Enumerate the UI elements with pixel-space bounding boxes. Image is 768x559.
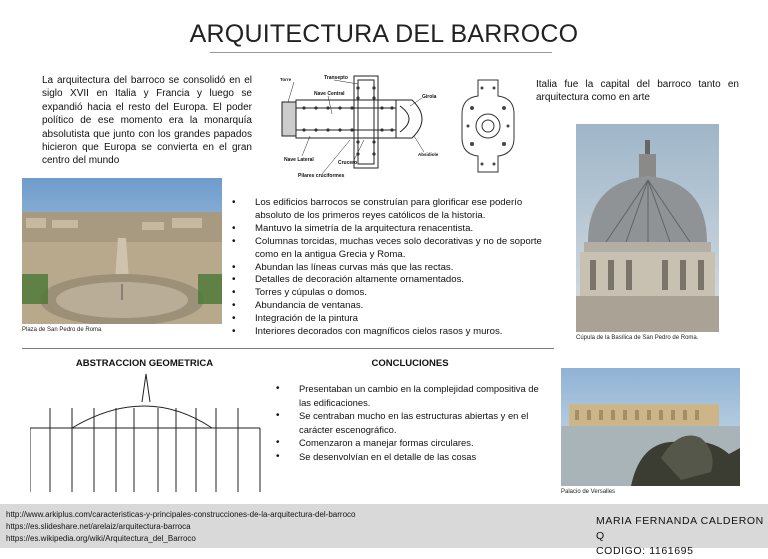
- plan-label-nave-central: Nave Central: [314, 91, 345, 97]
- page-title: ARQUITECTURA DEL BARROCO: [189, 20, 579, 48]
- feature-item: • Abundancia de ventanas.: [232, 300, 554, 313]
- palacio-versalles-image: [561, 368, 740, 486]
- feature-item: • Mantuvo la simetría de la arquitectura renacentista.: [232, 223, 554, 236]
- geometric-abstraction-drawing: [30, 370, 275, 492]
- conclusion-item: • Se desenvolvían en el detalle de las cosas: [276, 450, 544, 464]
- plan-label-nave-lateral: Nave Lateral: [284, 157, 314, 163]
- plan-label-girola: Girola: [422, 94, 437, 100]
- plan-label-absidiole: Absidiole: [418, 152, 439, 157]
- plan-label-crucero: Crucero: [338, 160, 358, 166]
- conclusion-item: • Comenzaron a manejar formas circulares.: [276, 436, 544, 450]
- conclusion-item: • Presentaban un cambio en la complejidad compositiva de las edificaciones.: [276, 382, 544, 409]
- cupula-san-pedro-image: [576, 124, 719, 332]
- cupula-caption: Cúpula de la Basílica de San Pedro de Roma.: [576, 335, 699, 341]
- feature-item: • Interiores decorados con magníficos cielos rasos y muros.: [232, 326, 554, 339]
- features-list: [232, 197, 554, 339]
- feature-item: • Los edificios barrocos se construían para glorificar ese poderío absoluto de los primeros reyes católicos de la historia.: [232, 197, 554, 223]
- versalles-caption: Palacio de Versalles: [561, 489, 616, 495]
- reference-link[interactable]: https://es.slideshare.net/arelaiz/arquitectura-barroca: [6, 522, 191, 531]
- conclusion-item: • Se centraban mucho en las estructuras abiertas y en el carácter escenográfico.: [276, 409, 544, 436]
- author-name: MARIA FERNANDA CALDERON Q: [596, 515, 764, 542]
- abstraccion-heading: ABSTRACCION GEOMETRICA: [75, 358, 214, 369]
- feature-item: • Integración de la pintura: [232, 313, 554, 326]
- floor-plan-diagram: [272, 70, 447, 180]
- plaza-san-pedro-image: [22, 178, 222, 324]
- section-divider: [22, 348, 554, 349]
- plan-label-pilares: Pilares cruciformes: [298, 173, 345, 179]
- side-note: Italia fue la capital del barroco tanto en arquitectura como en arte: [536, 79, 739, 104]
- plan-label-transepto: Transepto: [324, 75, 348, 81]
- conclusiones-heading: CONCLUCIONES: [371, 358, 449, 369]
- title-underline: [210, 52, 552, 53]
- conclusiones-list: [276, 382, 544, 464]
- reference-link[interactable]: http://www.arkiplus.com/caracteristicas-y-principales-construcciones-de-la-arquitectura-del-barroco: [6, 510, 356, 519]
- intro-paragraph: La arquitectura del barroco se consolidó en el siglo XVII en Italia y Francia y luego se expandió hacia el resto del Europa. El poder político de ese momento era la monarquía absolutista que junto con los grandes papados hicieron que Europa se convierta en el gran centro del mundo: [42, 75, 252, 167]
- reference-links: [6, 509, 566, 545]
- feature-item: • Columnas torcidas, muchas veces solo decorativas y no de soporte como en la antigua Grecia y Roma.: [232, 236, 554, 262]
- feature-item: • Detalles de decoración altamente ornamentados.: [232, 274, 554, 287]
- greek-cross-plan: [456, 76, 520, 176]
- student-code: CODIGO: 1161695: [596, 545, 694, 557]
- reference-link[interactable]: https://es.wikipedia.org/wiki/Arquitectura_del_Barroco: [6, 534, 196, 543]
- plan-label-torre: Torre: [280, 77, 292, 82]
- author-block: [596, 514, 766, 559]
- feature-item: • Abundan las líneas curvas más que las rectas.: [232, 262, 554, 275]
- plaza-caption: Plaza de San Pedro de Roma: [22, 327, 102, 333]
- feature-item: • Torres y cúpulas o domos.: [232, 287, 554, 300]
